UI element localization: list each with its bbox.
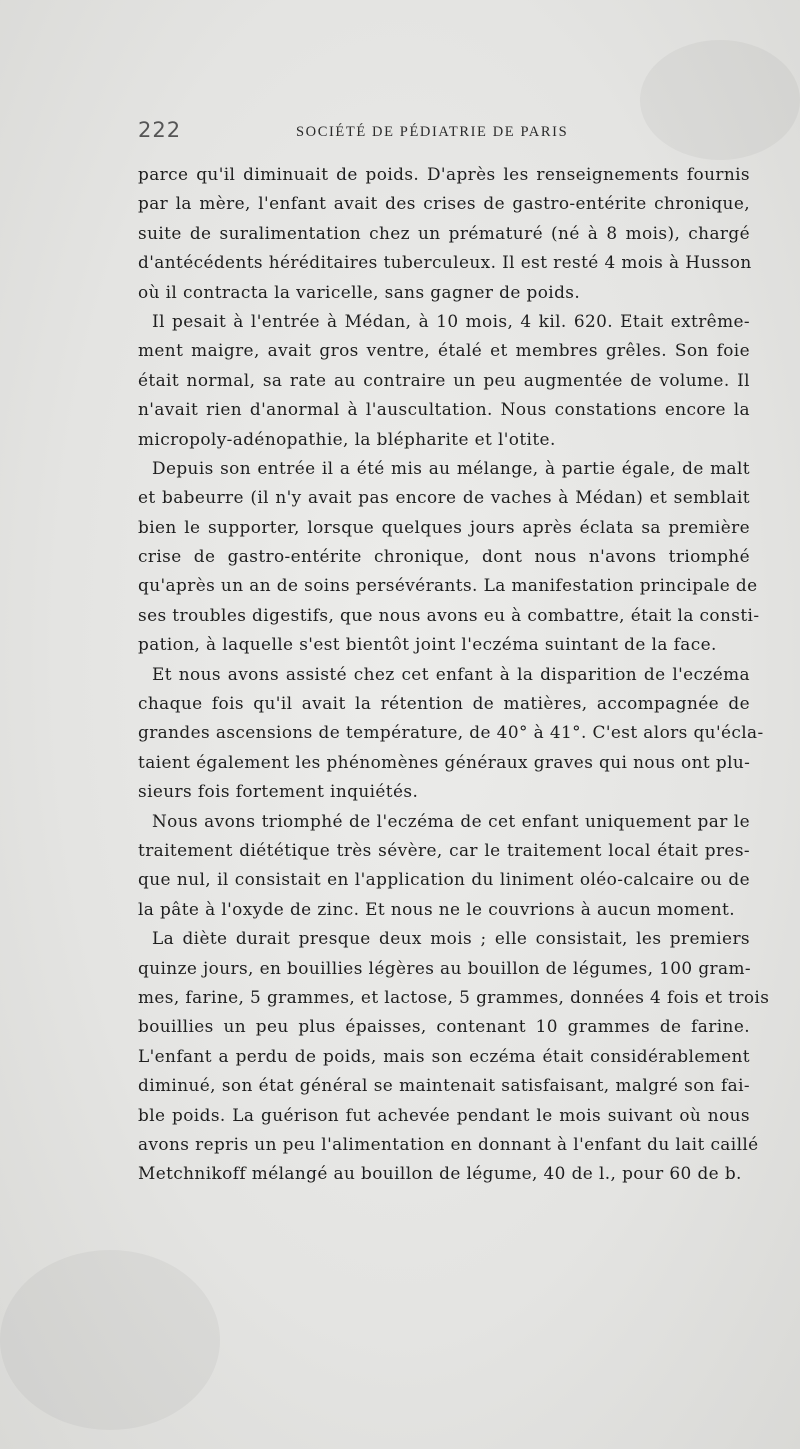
text-line: ment maigre, avait gros ventre, étalé et membres grêles. Son foie xyxy=(138,340,750,361)
text-line: mes, farine, 5 grammes, et lactose, 5 grammes, données 4 fois et trois xyxy=(138,986,770,1007)
text-line: Depuis son entrée il a été mis au mélange, à partie égale, de malt xyxy=(152,457,750,478)
text-line: sieurs fois fortement inquiétés. xyxy=(138,781,419,802)
text-line: et babeurre (il n'y avait pas encore de vaches à Médan) et semblait xyxy=(138,487,750,508)
text-line: ses troubles digestifs, que nous avons eu à combattre, était la consti- xyxy=(138,604,760,625)
text-line: qu'après un an de soins persévérants. La manifestation principale de xyxy=(138,575,758,596)
text-line: par la mère, l'enfant avait des crises de gastro-entérite chronique, xyxy=(138,193,750,214)
text-line: bien le supporter, lorsque quelques jours après éclata sa première xyxy=(138,516,750,537)
text-line: taient également les phénomènes généraux graves qui nous ont plu- xyxy=(138,751,751,772)
text-line: micropoly-adénopathie, la blépharite et l'otite. xyxy=(138,428,556,449)
text-line: ble poids. La guérison fut achevée pendant le mois suivant où nous xyxy=(138,1104,750,1125)
text-line: grandes ascensions de température, de 40° à 41°. C'est alors qu'écla- xyxy=(138,722,764,743)
text-line: parce qu'il diminuait de poids. D'après les renseignements fournis xyxy=(138,164,750,184)
page-header xyxy=(138,118,750,148)
text-line: L'enfant a perdu de poids, mais son eczéma était considérablement xyxy=(138,1045,750,1066)
text-line: pation, à laquelle s'est bientôt joint l'eczéma suintant de la face. xyxy=(138,634,717,655)
text-line: crise de gastro-entérite chronique, dont nous n'avons triomphé xyxy=(138,546,750,567)
text-line: avons repris un peu l'alimentation en donnant à l'enfant du lait caillé xyxy=(138,1133,759,1154)
text-line: Et nous avons assisté chez cet enfant à la disparition de l'eczéma xyxy=(152,663,750,684)
text-line: était normal, sa rate au contraire un peu augmentée de volume. Il xyxy=(138,369,750,390)
text-line: Il pesait à l'entrée à Médan, à 10 mois, 4 kil. 620. Etait extrême- xyxy=(152,310,750,331)
text-line: chaque fois qu'il avait la rétention de matières, accompagnée de xyxy=(138,693,750,714)
text-line: Nous avons triomphé de l'eczéma de cet enfant uniquement par le xyxy=(152,810,750,831)
text-line: quinze jours, en bouillies légères au bouillon de légumes, 100 gram- xyxy=(138,957,752,978)
text-line: la pâte à l'oxyde de zinc. Et nous ne le couvrions à aucun moment. xyxy=(138,898,736,919)
page-number: 222 xyxy=(138,118,182,142)
text-line: bouillies un peu plus épaisses, contenant 10 grammes de farine. xyxy=(138,1016,750,1037)
text-line: La diète durait presque deux mois ; elle consistait, les premiers xyxy=(152,928,750,949)
text-line: diminué, son état général se maintenait satisfaisant, malgré son fai- xyxy=(138,1075,750,1096)
text-line: Metchnikoff mélangé au bouillon de légume, 40 de l., pour 60 de b. xyxy=(138,1163,742,1184)
running-head: SOCIÉTÉ DE PÉDIATRIE DE PARIS xyxy=(296,124,569,140)
text-line: que nul, il consistait en l'application du liniment oléo-calcaire ou de xyxy=(138,869,750,890)
text-line: suite de suralimentation chez un prématuré (né à 8 mois), chargé xyxy=(138,222,750,243)
body-text xyxy=(138,160,770,1189)
text-line: où il contracta la varicelle, sans gagner de poids. xyxy=(138,281,581,302)
text-line: traitement diététique très sévère, car le traitement local était pres- xyxy=(138,839,750,860)
text-line: d'antécédents héréditaires tuberculeux. Il est resté 4 mois à Husson xyxy=(138,252,752,273)
text-line: n'avait rien d'anormal à l'auscultation. Nous constations encore la xyxy=(138,399,750,420)
paper-stain xyxy=(0,1250,220,1430)
